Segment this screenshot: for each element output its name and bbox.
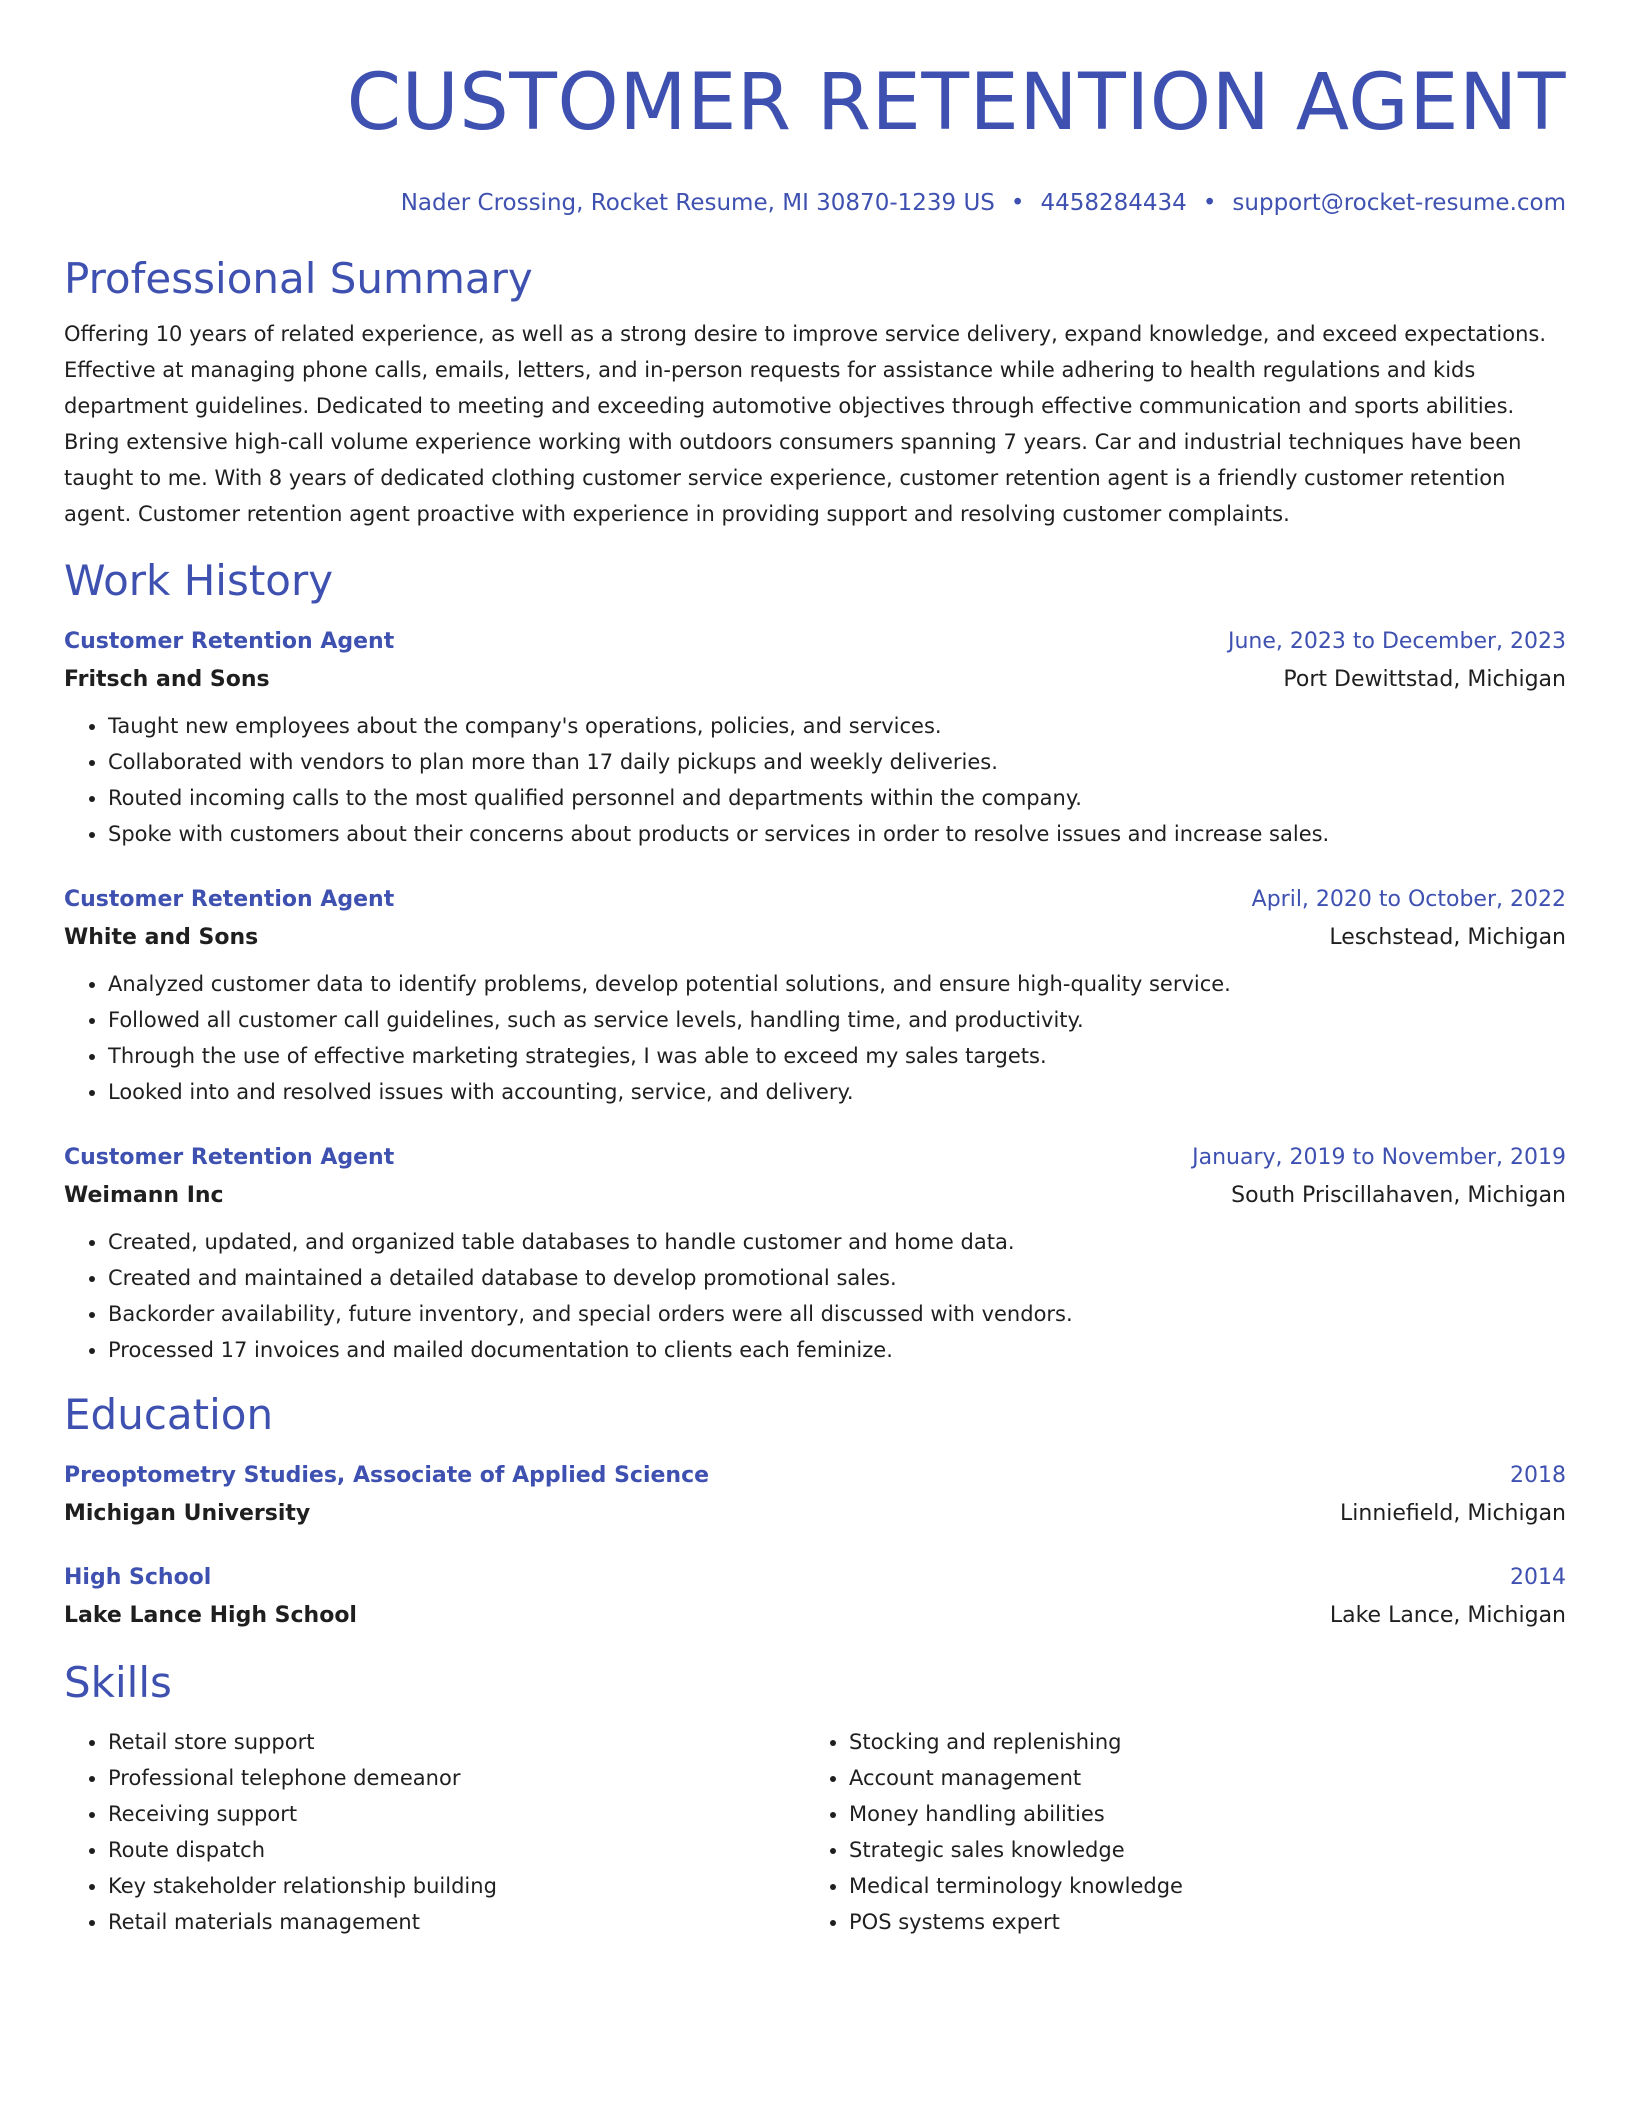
skill-item: • Account management bbox=[849, 1760, 1546, 1796]
job-role: Customer Retention Agent bbox=[64, 1145, 395, 1170]
skill-item: • Stocking and replenishing bbox=[849, 1724, 1546, 1760]
skill-item: • Receiving support bbox=[108, 1796, 805, 1832]
job-company: White and Sons bbox=[64, 925, 259, 950]
job-bullet: • Spoke with customers about their concerns about products or services in order to resolve issues and increase sales. bbox=[108, 816, 1566, 852]
job-bullet: • Backorder availability, future inventory, and special orders were all discussed with vendors. bbox=[108, 1296, 1566, 1332]
education-year: 2018 bbox=[1510, 1463, 1566, 1488]
education-degree: High School bbox=[64, 1565, 212, 1590]
resume-header bbox=[64, 0, 1566, 218]
skill-item: • Retail materials management bbox=[108, 1904, 805, 1940]
job-dates: January, 2019 to November, 2019 bbox=[1192, 1145, 1566, 1170]
education-school: Michigan University bbox=[64, 1501, 311, 1526]
contact-line bbox=[64, 188, 1566, 218]
job-bullets bbox=[64, 708, 1566, 852]
skill-item: • Strategic sales knowledge bbox=[849, 1832, 1546, 1868]
job-bullet: • Followed all customer call guidelines, such as service levels, handling time, and productivity. bbox=[108, 1002, 1566, 1038]
job-bullets bbox=[64, 966, 1566, 1110]
job-bullet: • Created and maintained a detailed database to develop promotional sales. bbox=[108, 1260, 1566, 1296]
education-year: 2014 bbox=[1510, 1565, 1566, 1590]
job-role: Customer Retention Agent bbox=[64, 629, 395, 654]
skills-grid bbox=[64, 1724, 1566, 1940]
skill-item: • Retail store support bbox=[108, 1724, 805, 1760]
skills-column-left bbox=[64, 1724, 805, 1940]
skill-item: • Medical terminology knowledge bbox=[849, 1868, 1546, 1904]
education-degree: Preoptometry Studies, Associate of Applied Science bbox=[64, 1463, 710, 1488]
job-company: Weimann Inc bbox=[64, 1183, 224, 1208]
job-dates: April, 2020 to October, 2022 bbox=[1251, 887, 1566, 912]
job-bullet: • Processed 17 invoices and mailed documentation to clients each feminize. bbox=[108, 1332, 1566, 1368]
job-bullets bbox=[64, 1224, 1566, 1368]
contact-phone: 4458284434 bbox=[1040, 190, 1187, 216]
contact-email: support@rocket-resume.com bbox=[1232, 190, 1566, 216]
job-location: Port Dewittstad, Michigan bbox=[1283, 667, 1566, 692]
candidate-title: CUSTOMER RETENTION AGENT bbox=[346, 58, 1566, 148]
job-bullet: • Created, updated, and organized table databases to handle customer and home data. bbox=[108, 1224, 1566, 1260]
job-bullet: • Collaborated with vendors to plan more than 17 daily pickups and weekly deliveries. bbox=[108, 744, 1566, 780]
job-bullet: • Analyzed customer data to identify problems, develop potential solutions, and ensure high-quality service. bbox=[108, 966, 1566, 1002]
job-entry bbox=[64, 882, 1566, 1110]
section-title-summary: Professional Summary bbox=[64, 254, 533, 303]
skill-item: • POS systems expert bbox=[849, 1904, 1546, 1940]
summary-text: Offering 10 years of related experience, as well as a strong desire to improve service delivery, expand knowledge, and exceed expectations. Effective at managing phone calls, emails, letters, and in-person requests for assistance while adhering to health regulations and kids department guidelines. Dedicated to meeting and exceeding automotive objectives through effective communication and sports abilities. Bring extensive high-call volume experience working with outdoors consumers spanning 7 years. Car and industrial techniques have been taught to me. With 8 years of dedicated clothing customer service experience, customer retention agent is a friendly customer retention agent. Customer retention agent proactive with experience in providing support and resolving customer complaints. bbox=[64, 322, 1547, 526]
job-bullet: • Looked into and resolved issues with accounting, service, and delivery. bbox=[108, 1074, 1566, 1110]
job-entry bbox=[64, 624, 1566, 852]
education-location: Linniefield, Michigan bbox=[1340, 1501, 1566, 1526]
skill-item: • Key stakeholder relationship building bbox=[108, 1868, 805, 1904]
skills-column-right bbox=[805, 1724, 1546, 1940]
contact-separator: • bbox=[1202, 190, 1217, 216]
education-location: Lake Lance, Michigan bbox=[1329, 1603, 1566, 1628]
skill-item: • Money handling abilities bbox=[849, 1796, 1546, 1832]
section-title-skills: Skills bbox=[64, 1658, 172, 1707]
education-school: Lake Lance High School bbox=[64, 1603, 357, 1628]
contact-address: Nader Crossing, Rocket Resume, MI 30870-1239 US bbox=[400, 190, 995, 216]
job-bullet: • Through the use of effective marketing strategies, I was able to exceed my sales targets. bbox=[108, 1038, 1566, 1074]
education-entry bbox=[64, 1458, 1566, 1534]
job-entry bbox=[64, 1140, 1566, 1368]
job-location: Leschstead, Michigan bbox=[1329, 925, 1566, 950]
job-role: Customer Retention Agent bbox=[64, 887, 395, 912]
section-title-work-history: Work History bbox=[64, 556, 334, 605]
job-company: Fritsch and Sons bbox=[64, 667, 270, 692]
education-entry bbox=[64, 1560, 1566, 1636]
resume-page bbox=[64, 0, 1566, 1940]
section-title-education: Education bbox=[64, 1390, 274, 1439]
job-location: South Priscillahaven, Michigan bbox=[1231, 1183, 1566, 1208]
skill-item: • Professional telephone demeanor bbox=[108, 1760, 805, 1796]
job-bullet: • Taught new employees about the company's operations, policies, and services. bbox=[108, 708, 1566, 744]
job-dates: June, 2023 to December, 2023 bbox=[1227, 629, 1566, 654]
job-bullet: • Routed incoming calls to the most qualified personnel and departments within the company. bbox=[108, 780, 1566, 816]
skill-item: • Route dispatch bbox=[108, 1832, 805, 1868]
contact-separator: • bbox=[1010, 190, 1025, 216]
